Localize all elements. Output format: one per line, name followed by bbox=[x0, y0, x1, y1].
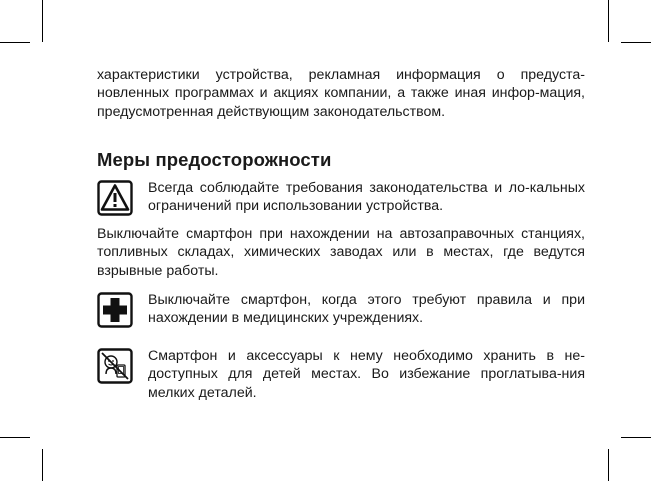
warning-triangle-icon bbox=[97, 180, 133, 216]
intro-paragraph: характеристики устройства, рекламная информация о предуста-новленных программах и акциях компании, а также иная инфор-мация, предусмотренная действующим законодательством. bbox=[97, 67, 585, 120]
page-content bbox=[97, 66, 585, 401]
precaution-item-fuel-stations: Выключайте смартфон при нахождении на автозаправочных станциях, топливных складах, химических заводах или в местах, где ведутся взрывные работы. bbox=[97, 226, 585, 279]
crop-mark-top-right-vertical bbox=[608, 0, 609, 42]
keep-away-from-children-icon bbox=[97, 348, 133, 384]
crop-mark-bottom-left-vertical bbox=[42, 449, 43, 481]
crop-mark-top-left-horizontal bbox=[0, 42, 30, 43]
precaution-item-warning bbox=[97, 179, 585, 216]
precaution-item-medical bbox=[97, 291, 585, 328]
crop-mark-top-left-vertical bbox=[42, 0, 43, 42]
crop-mark-bottom-right-horizontal bbox=[621, 437, 651, 438]
crop-mark-bottom-right-vertical bbox=[608, 449, 609, 481]
precaution-text: Смартфон и аксессуары к нему необходимо хранить в не-доступных для детей местах. Во избежание проглатыва-ния мелких деталей. bbox=[148, 348, 585, 401]
precaution-text: Всегда соблюдайте требования законодательства и ло-кальных ограничений при использовании устройства. bbox=[148, 180, 585, 215]
precaution-text: Выключайте смартфон, когда этого требуют правила и при нахождении в медицинских учреждениях. bbox=[148, 292, 585, 327]
precaution-item-children bbox=[97, 347, 585, 402]
crop-mark-top-right-horizontal bbox=[621, 42, 651, 43]
section-title: Меры предосторожности bbox=[97, 149, 332, 170]
crop-mark-bottom-left-horizontal bbox=[0, 437, 30, 438]
medical-cross-icon bbox=[97, 292, 133, 328]
